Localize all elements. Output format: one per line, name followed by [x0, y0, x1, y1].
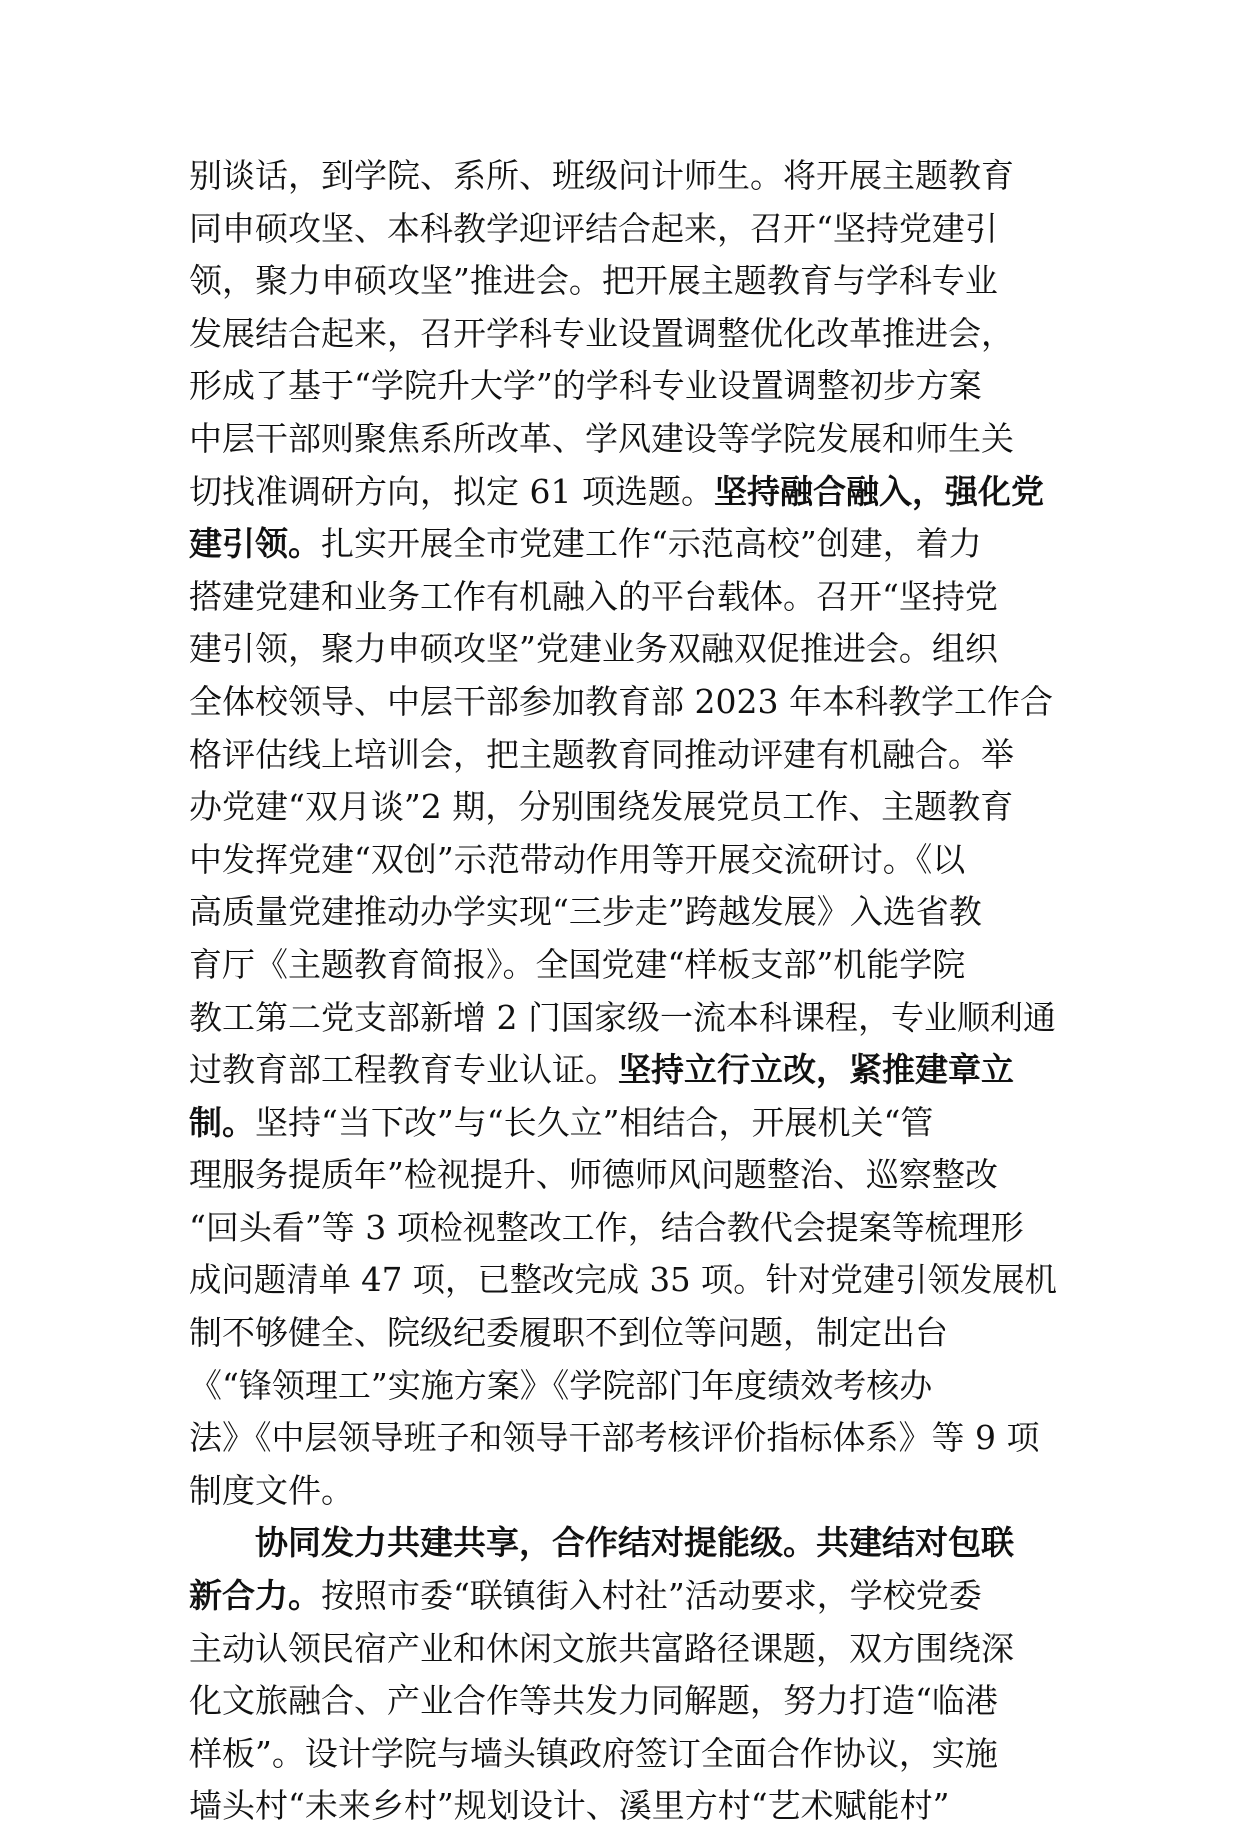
text-segment: 格评估线上培训会，把主题教育同推动评建有机融合。举: [189, 734, 1014, 774]
text-line: [189, 1412, 1057, 1465]
text-line: [189, 992, 1057, 1045]
text-line: [189, 939, 1057, 992]
text-line: [189, 1570, 1057, 1623]
text-segment: 扎实开展全市党建工作“示范高校”创建，着力: [321, 524, 982, 564]
text-segment: 领，聚力申硕攻坚”推进会。把开展主题教育与学科专业: [189, 261, 998, 301]
text-segment: 法》《中层领导班子和领导干部考核评价指标体系》等 9 项: [189, 1418, 1040, 1458]
text-segment: 主动认领民宿产业和休闲文旅共富路径课题，双方围绕深: [189, 1628, 1014, 1668]
text-segment: 形成了基于“学院升大学”的学科专业设置调整初步方案: [189, 366, 982, 406]
text-segment: 墙头村“未来乡村”规划设计、溪里方村“艺术赋能村”: [189, 1786, 950, 1826]
text-line: [189, 1780, 1057, 1833]
text-segment: 《“锋领理工”实施方案》《学院部门年度绩效考核办: [189, 1365, 933, 1405]
text-segment: 理服务提质年”检视提升、师德师风问题整治、巡察整改: [189, 1155, 998, 1195]
text-line: [189, 413, 1057, 466]
text-line: [189, 1623, 1057, 1676]
text-line: [189, 1360, 1057, 1413]
text-segment: 成问题清单 47 项，已整改完成 35 项。针对党建引领发展机: [189, 1260, 1057, 1300]
body-text: [189, 150, 1057, 1833]
text-line: [189, 360, 1057, 413]
text-segment: 办党建“双月谈”2 期，分别围绕发展党员工作、主题教育: [189, 787, 1014, 827]
text-segment: 全体校领导、中层干部参加教育部 2023 年本科教学工作合: [189, 681, 1053, 721]
text-line: [189, 1097, 1057, 1150]
text-line: [189, 255, 1057, 308]
text-segment: 同申硕攻坚、本科教学迎评结合起来，召开“坚持党建引: [189, 208, 998, 248]
text-segment: 教工第二党支部新增 2 门国家级一流本科课程，专业顺利通: [189, 997, 1056, 1037]
bold-heading-segment: 协同发力共建共享，合作结对提能级。共建结对包联: [255, 1523, 1014, 1563]
text-line: [189, 150, 1057, 203]
text-line: [189, 623, 1057, 676]
text-segment: 建引领，聚力申硕攻坚”党建业务双融双促推进会。组织: [189, 629, 998, 669]
bold-heading-segment: 坚持融合融入，强化党: [713, 471, 1044, 511]
text-line: [189, 676, 1057, 729]
text-segment: 制度文件。: [189, 1470, 354, 1510]
text-segment: 样板”。设计学院与墙头镇政府签订全面合作协议，实施: [189, 1733, 998, 1773]
text-segment: 化文旅融合、产业合作等共发力同解题，努力打造“临港: [189, 1681, 998, 1721]
text-line: [189, 729, 1057, 782]
text-line: [189, 1517, 1057, 1570]
text-segment: 搭建党建和业务工作有机融入的平台载体。召开“坚持党: [189, 576, 998, 616]
text-line: [189, 1307, 1057, 1360]
bold-heading-segment: 新合力。: [189, 1576, 321, 1616]
bold-heading-segment: 制。: [189, 1102, 255, 1142]
text-segment: 过教育部工程教育专业认证。: [189, 1050, 618, 1090]
text-line: [189, 886, 1057, 939]
text-line: [189, 466, 1057, 519]
text-line: [189, 571, 1057, 624]
text-segment: 育厅《主题教育简报》。全国党建“样板支部”机能学院: [189, 944, 966, 984]
text-line: [189, 1728, 1057, 1781]
text-segment: 制不够健全、院级纪委履职不到位等问题，制定出台: [189, 1313, 948, 1353]
text-line: [189, 203, 1057, 256]
text-segment: 中发挥党建“双创”示范带动作用等开展交流研讨。《以: [189, 839, 966, 879]
text-segment: 高质量党建推动办学实现“三步走”跨越发展》入选省教: [189, 892, 982, 932]
text-line: [189, 1044, 1057, 1097]
text-line: [189, 518, 1057, 571]
text-segment: 发展结合起来，召开学科专业设置调整优化改革推进会，: [189, 313, 1014, 353]
text-segment: 坚持“当下改”与“长久立”相结合，开展机关“管: [255, 1102, 934, 1142]
text-line: [189, 781, 1057, 834]
text-line: [189, 1254, 1057, 1307]
text-segment: “回头看”等 3 项检视整改工作，结合教代会提案等梳理形: [189, 1207, 1024, 1247]
text-segment: 按照市委“联镇街入村社”活动要求，学校党委: [321, 1576, 982, 1616]
text-line: [189, 1149, 1057, 1202]
text-segment: 别谈话，到学院、系所、班级问计师生。将开展主题教育: [189, 156, 1014, 195]
text-line: [189, 1202, 1057, 1255]
text-line: [189, 1465, 1057, 1518]
text-line: [189, 308, 1057, 361]
text-line: [189, 1675, 1057, 1728]
bold-heading-segment: 坚持立行立改，紧推建章立: [618, 1050, 1014, 1090]
text-segment: 中层干部则聚焦系所改革、学风建设等学院发展和师生关: [189, 418, 1014, 458]
text-segment: 切找准调研方向，拟定 61 项选题。: [189, 471, 714, 511]
text-line: [189, 834, 1057, 887]
bold-heading-segment: 建引领。: [189, 524, 321, 564]
